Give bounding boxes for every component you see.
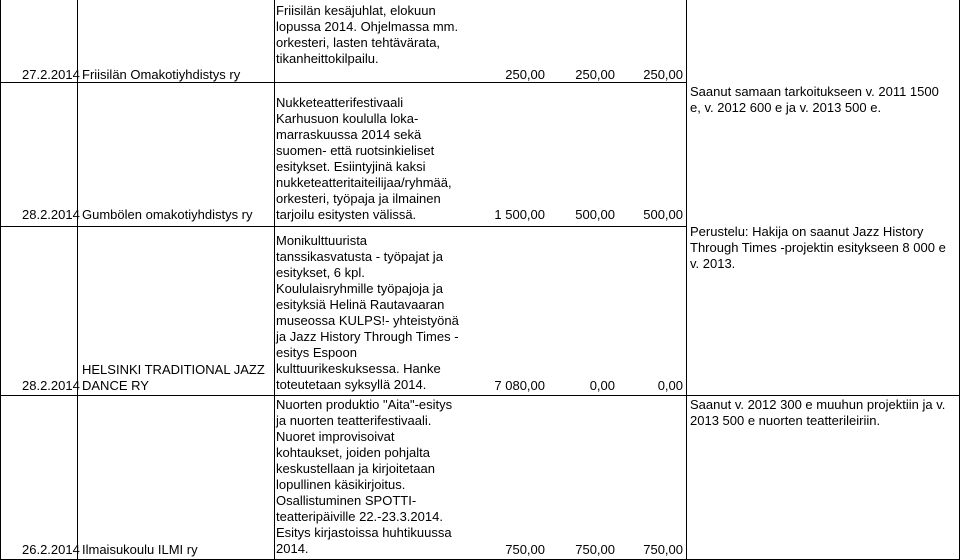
row-note: Saanut samaan tarkoitukseen v. 2011 1500 e, v. 2012 600 e ja v. 2013 500 e. [690, 84, 939, 115]
row-applicant: HELSINKI TRADITIONAL JAZZ DANCE RY [82, 362, 265, 393]
row-amount-applied: 250,00 [505, 67, 545, 82]
row-amount-proposal: 500,00 [575, 207, 615, 222]
row-divider [0, 226, 686, 227]
row-date: 26.2.2014 [22, 542, 80, 557]
row-applicant: Friisilän Omakotiyhdistys ry [82, 67, 241, 82]
row-description: Nuorten produktio "Aita"-esitys ja nuorten teatterifestivaali. Nuoret improvisoivat kohtaukset, joiden pohjalta keskustellaan ja kirjoitetaan lopullinen käsikirjoitus. Osallistuminen SPOTTI- teatteripäiville 22.-23.3.2014. Esitys kirjastoissa huhtikuussa 2014. [276, 397, 453, 556]
row-note: Perustelu: Hakija on saanut Jazz History Through Times -projektin esitykseen 8 000 e v. 2013. [690, 224, 946, 271]
row-amount-applied: 7 080,00 [494, 378, 545, 393]
row-applicant: Gumbölen omakotiyhdistys ry [82, 207, 253, 222]
column-divider-amounts [686, 0, 687, 560]
row-amount-decision: 250,00 [643, 67, 683, 82]
row-divider [0, 395, 960, 396]
table-border-left [0, 0, 1, 560]
row-amount-proposal: 750,00 [575, 542, 615, 557]
row-amount-proposal: 250,00 [575, 67, 615, 82]
column-divider-applicant [274, 0, 275, 560]
row-date: 27.2.2014 [22, 67, 80, 82]
row-description: Monikulttuurista tanssikasvatusta - työpajat ja esitykset, 6 kpl. Koululaisryhmille työpajoja ja esityksiä Helinä Rautavaaran museossa KULPS!- yhteistyönä ja Jazz History Through Times - esitys Espoon kulttuurikeskuksessa. Hanke toteutetaan syksyllä 2014. [276, 233, 459, 392]
row-note: Saanut v. 2012 300 e muuhun projektiin ja v. 2013 500 e nuorten teatterileiriin. [690, 397, 946, 428]
row-amount-proposal: 0,00 [589, 378, 615, 393]
row-description: Friisilän kesäjuhlat, elokuun lopussa 2014. Ohjelmassa mm. orkesteri, lasten tehtävärata, tikanheittokilpailu. [276, 3, 459, 66]
row-amount-decision: 500,00 [643, 207, 683, 222]
row-amount-decision: 750,00 [643, 542, 683, 557]
row-description: Nukketeatterifestivaali Karhusuon koululla loka- marraskuussa 2014 sekä suomen- että ruotsinkieliset esitykset. Esiintyjinä kaksi nukketeatteritaiteilijaa/ryhmää, orkesteri, työpaja ja ilmainen tarjoilu esitysten välissä. [276, 95, 452, 222]
row-amount-applied: 750,00 [505, 542, 545, 557]
column-divider-date [77, 0, 78, 560]
row-date: 28.2.2014 [22, 378, 80, 393]
row-amount-applied: 1 500,00 [494, 207, 545, 222]
row-applicant: Ilmaisukoulu ILMI ry [82, 542, 198, 557]
row-amount-decision: 0,00 [657, 378, 683, 393]
row-date: 28.2.2014 [22, 207, 80, 222]
